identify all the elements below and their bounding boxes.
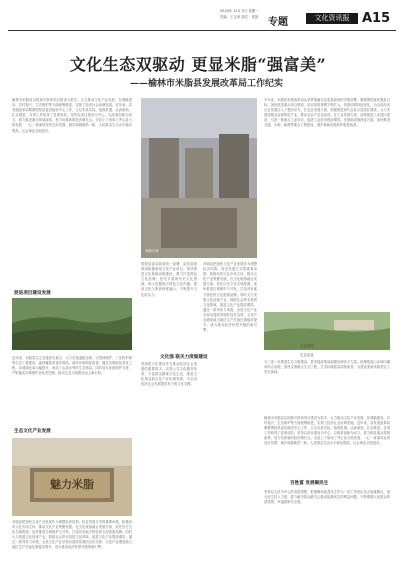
photo-town [141,98,257,258]
photo-landscape [12,298,132,350]
column-1b-text: 近年来，米脂县以生态建设为重点，大力实施退耕还林、天然林保护、三北防护林等生态工程建设，森林覆盖率逐年提高，城乡环境明显改善。通过实施绿化美化工程，县城绿化率大幅提升，形成了山清水秀的生态格局。同时加大环境保护力度，严格落实环境保护目标责任制，推动生态文明建设迈上新台阶。 [12,356,132,376]
section-heading-3: 文化强 联关力度做建设 [160,355,208,360]
photo-farm-caption: 生态农业 [300,353,314,357]
photo-sign-text: 魅力米脂 [50,478,94,491]
section-heading-2: 生态文化产业发展 [14,429,51,434]
page-number: A15 [362,11,391,26]
column-3-text: 米脂县把加快文化产业发展作为调整经济结构、转变发展方式的重要举措，积极培育文化市场主体，推动文化产业集聚发展。在文化旅游融合发展方面，依托历史文化名城资源，加快推进古城保护与开发，打造具有地方特色的文化旅游品牌。同时大力发展文化创意产业，鼓励社会资本投资文化领域，促进文化产业提质增效。通过一系列有力举措，全县文化产业呈现出蓬勃发展的良好态势，文化产业增加值占地区生产总值比重稳步提升，成为推动经济转型升级的新引擎。 [203,262,257,333]
masthead-editor: 责编：王宝泉 版式：张凯 [220,15,259,19]
column-2-text: 按照县委县政府统一部署，县发展改革局积极谋划文化产业项目，加快推进文化基础设施建设，着力打造特色文化品牌。依托丰富的历史文化资源，深入挖掘地方特色文化内涵，推动文化与旅游深度融合，不断提升文化软实力。 [141,262,197,297]
masthead-date: 2016年 12月 5日 星期一 [220,9,259,13]
photo-caption-2: 文化资源 [300,344,314,348]
photo-farm [264,312,390,350]
section-heading-5: 百姓富 发展聚民生 [290,481,329,486]
column-2b-text: 坚持把文化建设作为推动经济社会发展的重要抓手，完善公共文化服务体系，丰富群众精神文化生活，推进文化事业和文化产业协调发展，为全县经济社会发展提供有力的文化支撑。 [141,362,197,387]
headline: 文化生态双驱动 更显米脂“强富美” [69,55,327,74]
subheadline: ——榆林市米脂县发展改革局工作纪实 [130,79,284,89]
masthead-section: 专题 [268,17,288,28]
masthead-rule [8,30,396,31]
photo-town-label: 米脂古城 [145,249,159,253]
masthead-tag: 文化资讯报 [306,13,358,24]
masthead [220,9,396,29]
column-4c-text: 坚持以人民为中心的发展思想，把保障和改善民生作为一切工作的出发点和落脚点，加大民生投入力度，着力解决群众最关心最直接最现实的利益问题，不断增强人民群众的获得感、幸福感和安全感。 [264,490,390,505]
column-4-text: 多年来，米脂县发展改革局认真贯彻落实县委县政府的决策部署，紧紧围绕富民强县目标，加快推进重点项目建设，项目投资规模不断扩大，投资结构持续优化，为全县经济社会发展注入了强劲动力。在农业发展方面，积极推进现代农业示范园区建设，大力发展设施农业和特色产业，推动农业产业化经营。在工业发展方面，加快推进工业园区建设，引进一批重点工业项目，促进工业经济提质增效。在基础设施建设方面，加快推进交通、水利、能源等重点工程建设，城乡基础设施条件明显改善。 [264,98,390,128]
section-heading-1: 促进项目建设发展 [14,291,51,296]
column-1c-text: 米脂县把加快文化产业发展作为调整经济结构、转变发展方式的重要举措，积极培育文化市场主体，推动文化产业集聚发展。在文化旅游融合发展方面，依托历史文化名城资源，加快推进古城保护与开发，打造具有地方特色的文化旅游品牌。同时大力发展文化创意产业，鼓励社会资本投资文化领域，促进文化产业提质增效。通过一系列有力举措，全县文化产业呈现出蓬勃发展的良好态势，文化产业增加值占地区生产总值比重稳步提升，成为推动经济转型升级的新引擎。 [12,520,132,550]
photo-sign [12,438,132,516]
column-1-text: 榆林市米脂县以招商引资和项目建设为抓手，大力推动文化产业发展，在城镇建设、乡村振兴、生态保护等方面统筹推进，实现了经济社会协调发展。近年来，县发展改革局紧紧围绕县委县政府中心工作，立足本县实际，抢抓机遇，认真谋划，扎实推进，各项工作取得了显著成效。坚持以项目建设为中心，以改革创新为动力，着力推进重点领域改革，努力培育新的经济增长点。全县上下形成了齐心协力抓发展、一心一意谋项目的良好氛围，城乡面貌焕然一新，人民群众生活水平稳步提高，社会事业全面进步。 [12,98,132,133]
column-4d-text: 榆林市米脂县以招商引资和项目建设为抓手，大力推动文化产业发展，在城镇建设、乡村振兴、生态保护等方面统筹推进，实现了经济社会协调发展。近年来，县发展改革局紧紧围绕县委县政府中心工作，立足本县实际，抢抓机遇，认真谋划，扎实推进，各项工作取得了显著成效。坚持以项目建设为中心，以改革创新为动力，着力推进重点领域改革，努力培育新的经济增长点。全县上下形成了齐心协力抓发展、一心一意谋项目的良好氛围，城乡面貌焕然一新，人民群众生活水平稳步提高，社会事业全面进步。 [264,416,390,446]
column-4b-text: 为了进一步推进生态文明建设，县发展改革局积极协调各方力量，统筹推进山水林田湖草综合治理，加快实施重点生态工程，生态环境质量持续改善，为建设美丽米脂奠定了坚实基础。 [264,360,390,375]
